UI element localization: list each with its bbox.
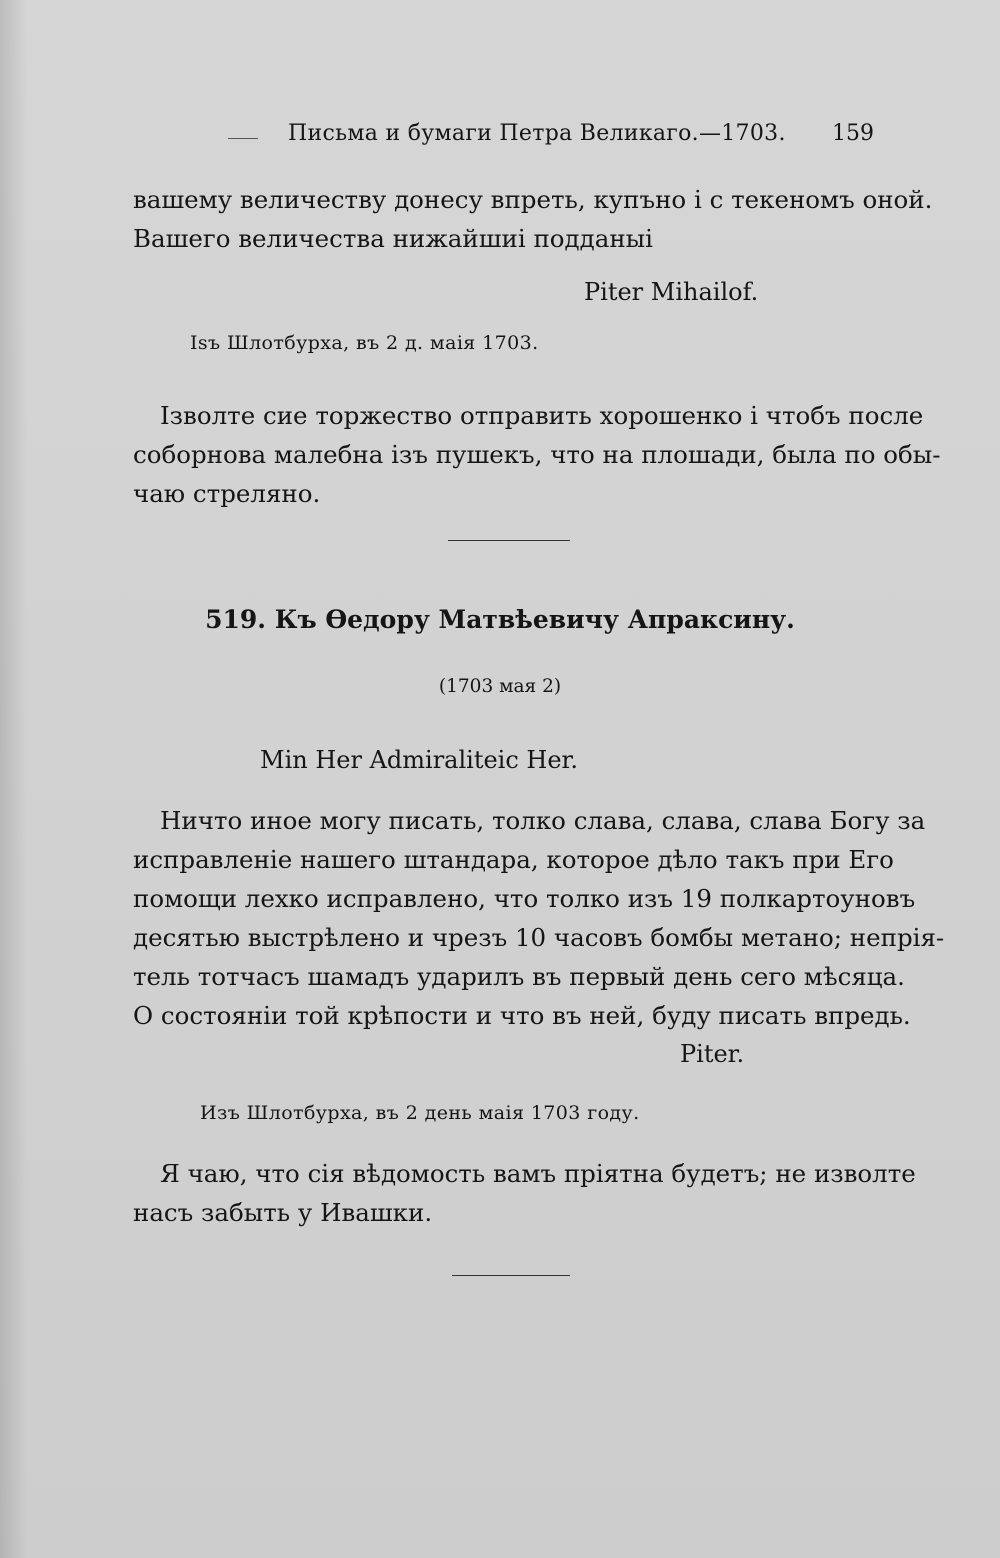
postscript-text	[133, 396, 941, 513]
dateline-1: Іsъ Шлотбурха, въ 2 д. маія 1703.	[190, 332, 539, 354]
letter-postscript	[133, 1154, 916, 1232]
section-divider	[448, 540, 570, 541]
text-line: насъ забыть у Ивашки.	[133, 1198, 433, 1227]
text-line: помощи лехко исправлено, что толко изъ 19 полкартоуновъ	[133, 884, 916, 913]
continuation-text	[133, 180, 933, 258]
signature-piter: Piter.	[680, 1040, 745, 1068]
text-line: исправленіе нашего штандара, которое дѣло такъ при Его	[133, 845, 894, 874]
letter-body	[133, 801, 945, 1035]
text-line: тель тотчасъ шамадъ ударилъ въ первый день сего мѣсяца.	[133, 962, 905, 991]
page-number: 159	[832, 121, 874, 146]
text-line: О состояніи той крѣпости и что въ ней, буду писать впредь.	[133, 1001, 911, 1030]
text-line: соборнова малебна ізъ пушекъ, что на плошади, была по обы-	[133, 440, 941, 469]
text-line: десятью выстрѣлено и чрезъ 10 часовъ бомбы метано; непрія-	[133, 923, 945, 952]
header-rule	[228, 138, 258, 139]
letter-salutation: Min Her Admiraliteic Her.	[260, 746, 579, 774]
page-edge-shadow	[0, 0, 28, 1558]
section-divider	[452, 1275, 570, 1276]
letter-heading: 519. Къ Өедору Матвѣевичу Апраксину.	[205, 605, 795, 634]
text-line: вашему величеству донесу впреть, купъно і с текеномъ оной.	[133, 185, 933, 214]
text-line: Ізволте сие торжество отправить хорошенко і чтобъ после	[160, 401, 924, 430]
text-line: Я чаю, что сія вѣдомость вамъ пріятна будетъ; не изволте	[160, 1159, 916, 1188]
text-line: Вашего величества нижайшиі подданыі	[133, 224, 653, 253]
letter-date: (1703 мая 2)	[438, 676, 562, 697]
dateline-2: Изъ Шлотбурха, въ 2 день маія 1703 году.	[200, 1102, 640, 1124]
running-head: Письма и бумаги Петра Великаго.—1703.	[288, 121, 786, 146]
text-line: Ничто иное могу писать, толко слава, слава, слава Богу за	[160, 806, 926, 835]
signature-piter-mihailof: Piter Mihailof.	[584, 278, 759, 306]
text-line: чаю стреляно.	[133, 479, 321, 508]
